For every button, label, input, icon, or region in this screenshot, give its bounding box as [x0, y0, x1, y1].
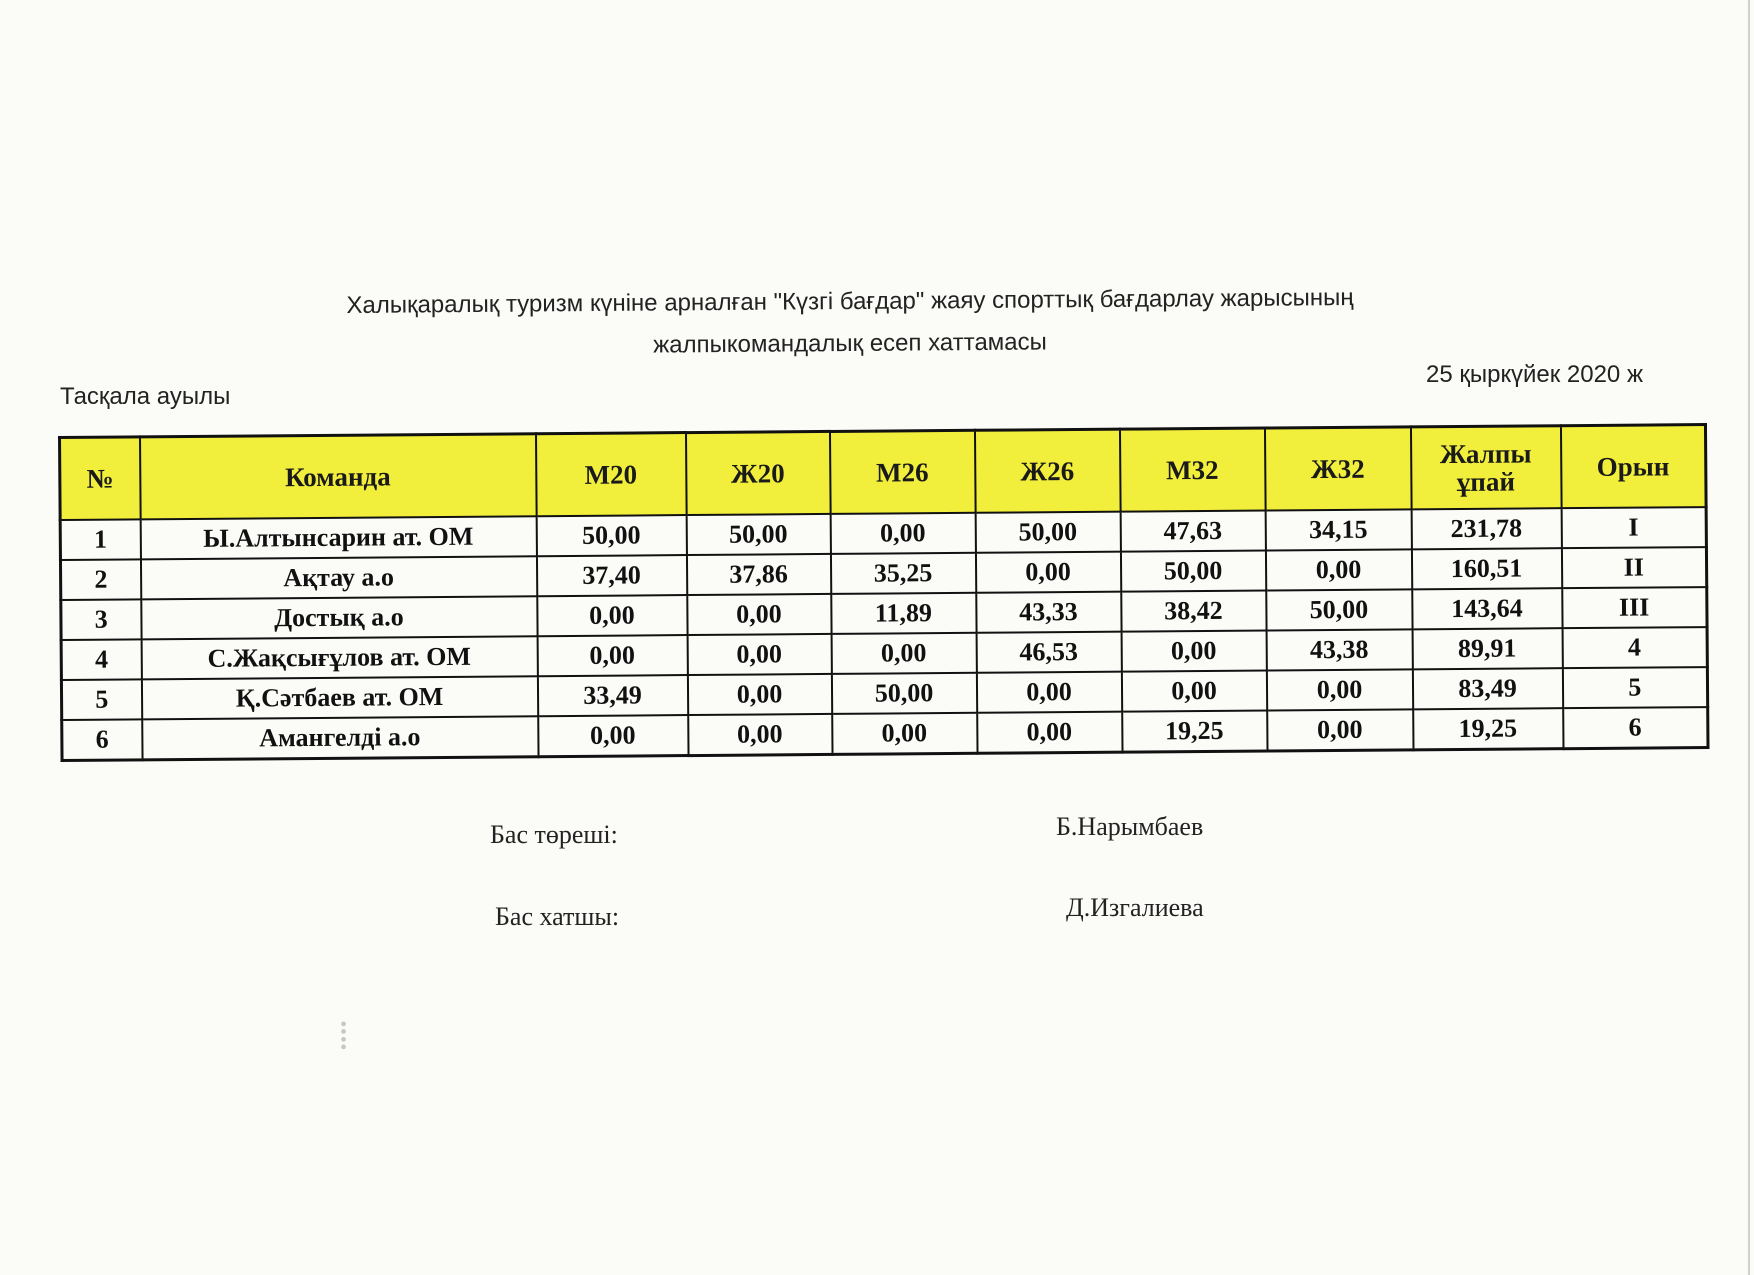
cell-score: 46,53	[976, 632, 1121, 673]
cell-team: Ақтау а.о	[140, 556, 536, 599]
cell-number: 3	[61, 599, 141, 640]
cell-score: 50,00	[1266, 589, 1412, 630]
cell-total: 89,91	[1412, 628, 1562, 669]
cell-score: 0,00	[830, 513, 975, 554]
column-header: Жалпы ұпай	[1410, 426, 1561, 510]
cell-team: С.Жақсығұлов ат. ОМ	[141, 636, 537, 679]
page-edge	[1748, 0, 1750, 1275]
chief-secretary-name: Д.Изгалиева	[1066, 893, 1204, 922]
cell-score: 35,25	[830, 553, 975, 594]
cell-total: 231,78	[1411, 508, 1561, 549]
cell-score: 0,00	[538, 715, 688, 757]
column-header: Команда	[140, 434, 537, 520]
cell-number: 6	[62, 719, 142, 760]
cell-number: 1	[60, 519, 140, 560]
cell-place: 4	[1562, 627, 1707, 668]
cell-score: 0,00	[1121, 671, 1266, 712]
cell-place: II	[1561, 547, 1706, 588]
cell-score: 19,25	[1122, 711, 1267, 753]
cell-score: 11,89	[831, 593, 976, 634]
cell-score: 0,00	[687, 674, 831, 715]
cell-team: Достық а.о	[141, 596, 537, 639]
cell-score: 0,00	[975, 552, 1120, 593]
cell-place: 6	[1563, 707, 1708, 749]
cell-score: 34,15	[1265, 509, 1411, 550]
cell-total: 160,51	[1411, 548, 1561, 589]
cell-score: 50,00	[536, 515, 686, 556]
cell-place: III	[1562, 587, 1707, 628]
cell-score: 50,00	[831, 673, 976, 714]
column-header: Орын	[1560, 425, 1706, 509]
scan-artifact-mark: ⁞	[338, 1013, 350, 1058]
chief-secretary-label: Бас хатшы:	[495, 902, 620, 931]
column-header: М26	[829, 430, 975, 514]
cell-number: 5	[61, 679, 141, 720]
cell-score: 50,00	[975, 512, 1120, 553]
cell-total: 83,49	[1412, 668, 1562, 709]
column-header: М20	[535, 433, 686, 517]
cell-team: Амангелді а.о	[142, 716, 538, 760]
cell-score: 0,00	[537, 595, 687, 636]
cell-score: 50,00	[686, 514, 830, 555]
cell-score: 0,00	[687, 594, 831, 635]
cell-score: 0,00	[976, 672, 1121, 713]
cell-score: 43,33	[976, 592, 1121, 633]
cell-score: 0,00	[687, 634, 831, 675]
cell-score: 0,00	[1121, 631, 1266, 672]
location-label: Тасқала ауылы	[60, 383, 231, 410]
cell-score: 47,63	[1120, 511, 1265, 552]
cell-score: 37,40	[536, 555, 686, 596]
cell-score: 0,00	[977, 712, 1122, 754]
cell-total: 19,25	[1413, 708, 1563, 750]
results-table	[58, 423, 1710, 762]
table-header-row	[60, 425, 1707, 520]
cell-score: 0,00	[688, 714, 832, 756]
cell-score: 43,38	[1266, 629, 1412, 670]
cell-score: 38,42	[1121, 591, 1266, 632]
cell-team: Қ.Сәтбаев ат. ОМ	[141, 676, 537, 719]
date-label: 25 қыркүйек 2020 ж	[1426, 361, 1643, 388]
chief-judge-name: Б.Нарымбаев	[1056, 812, 1204, 841]
cell-place: 5	[1562, 667, 1707, 708]
column-header: Ж26	[974, 429, 1120, 513]
cell-number: 4	[61, 639, 141, 680]
document-title-line-1: Халықаралық туризм күніне арналған "Күзгі бағдар" жаяу спорттық бағдарлау жарысының	[346, 284, 1354, 319]
cell-score: 33,49	[537, 675, 687, 716]
cell-number: 2	[60, 559, 140, 600]
chief-judge-label: Бас төреші:	[490, 820, 618, 849]
results-table-container	[58, 423, 1710, 762]
column-header: Ж32	[1264, 427, 1411, 511]
cell-score: 37,86	[686, 554, 830, 595]
cell-place: I	[1561, 507, 1706, 548]
cell-score: 0,00	[1265, 549, 1411, 590]
cell-score: 0,00	[1267, 709, 1413, 751]
cell-score: 0,00	[1266, 669, 1412, 710]
column-header: М32	[1119, 428, 1265, 512]
cell-team: Ы.Алтынсарин ат. ОМ	[140, 516, 536, 559]
column-header: Ж20	[685, 431, 830, 515]
document-title-line-2: жалпыкомандалық есеп хаттамасы	[653, 328, 1047, 359]
cell-score: 0,00	[832, 713, 977, 755]
cell-total: 143,64	[1412, 588, 1562, 629]
cell-score: 0,00	[537, 635, 687, 676]
cell-score: 0,00	[831, 633, 976, 674]
column-header: №	[60, 437, 141, 520]
cell-score: 50,00	[1120, 551, 1265, 592]
